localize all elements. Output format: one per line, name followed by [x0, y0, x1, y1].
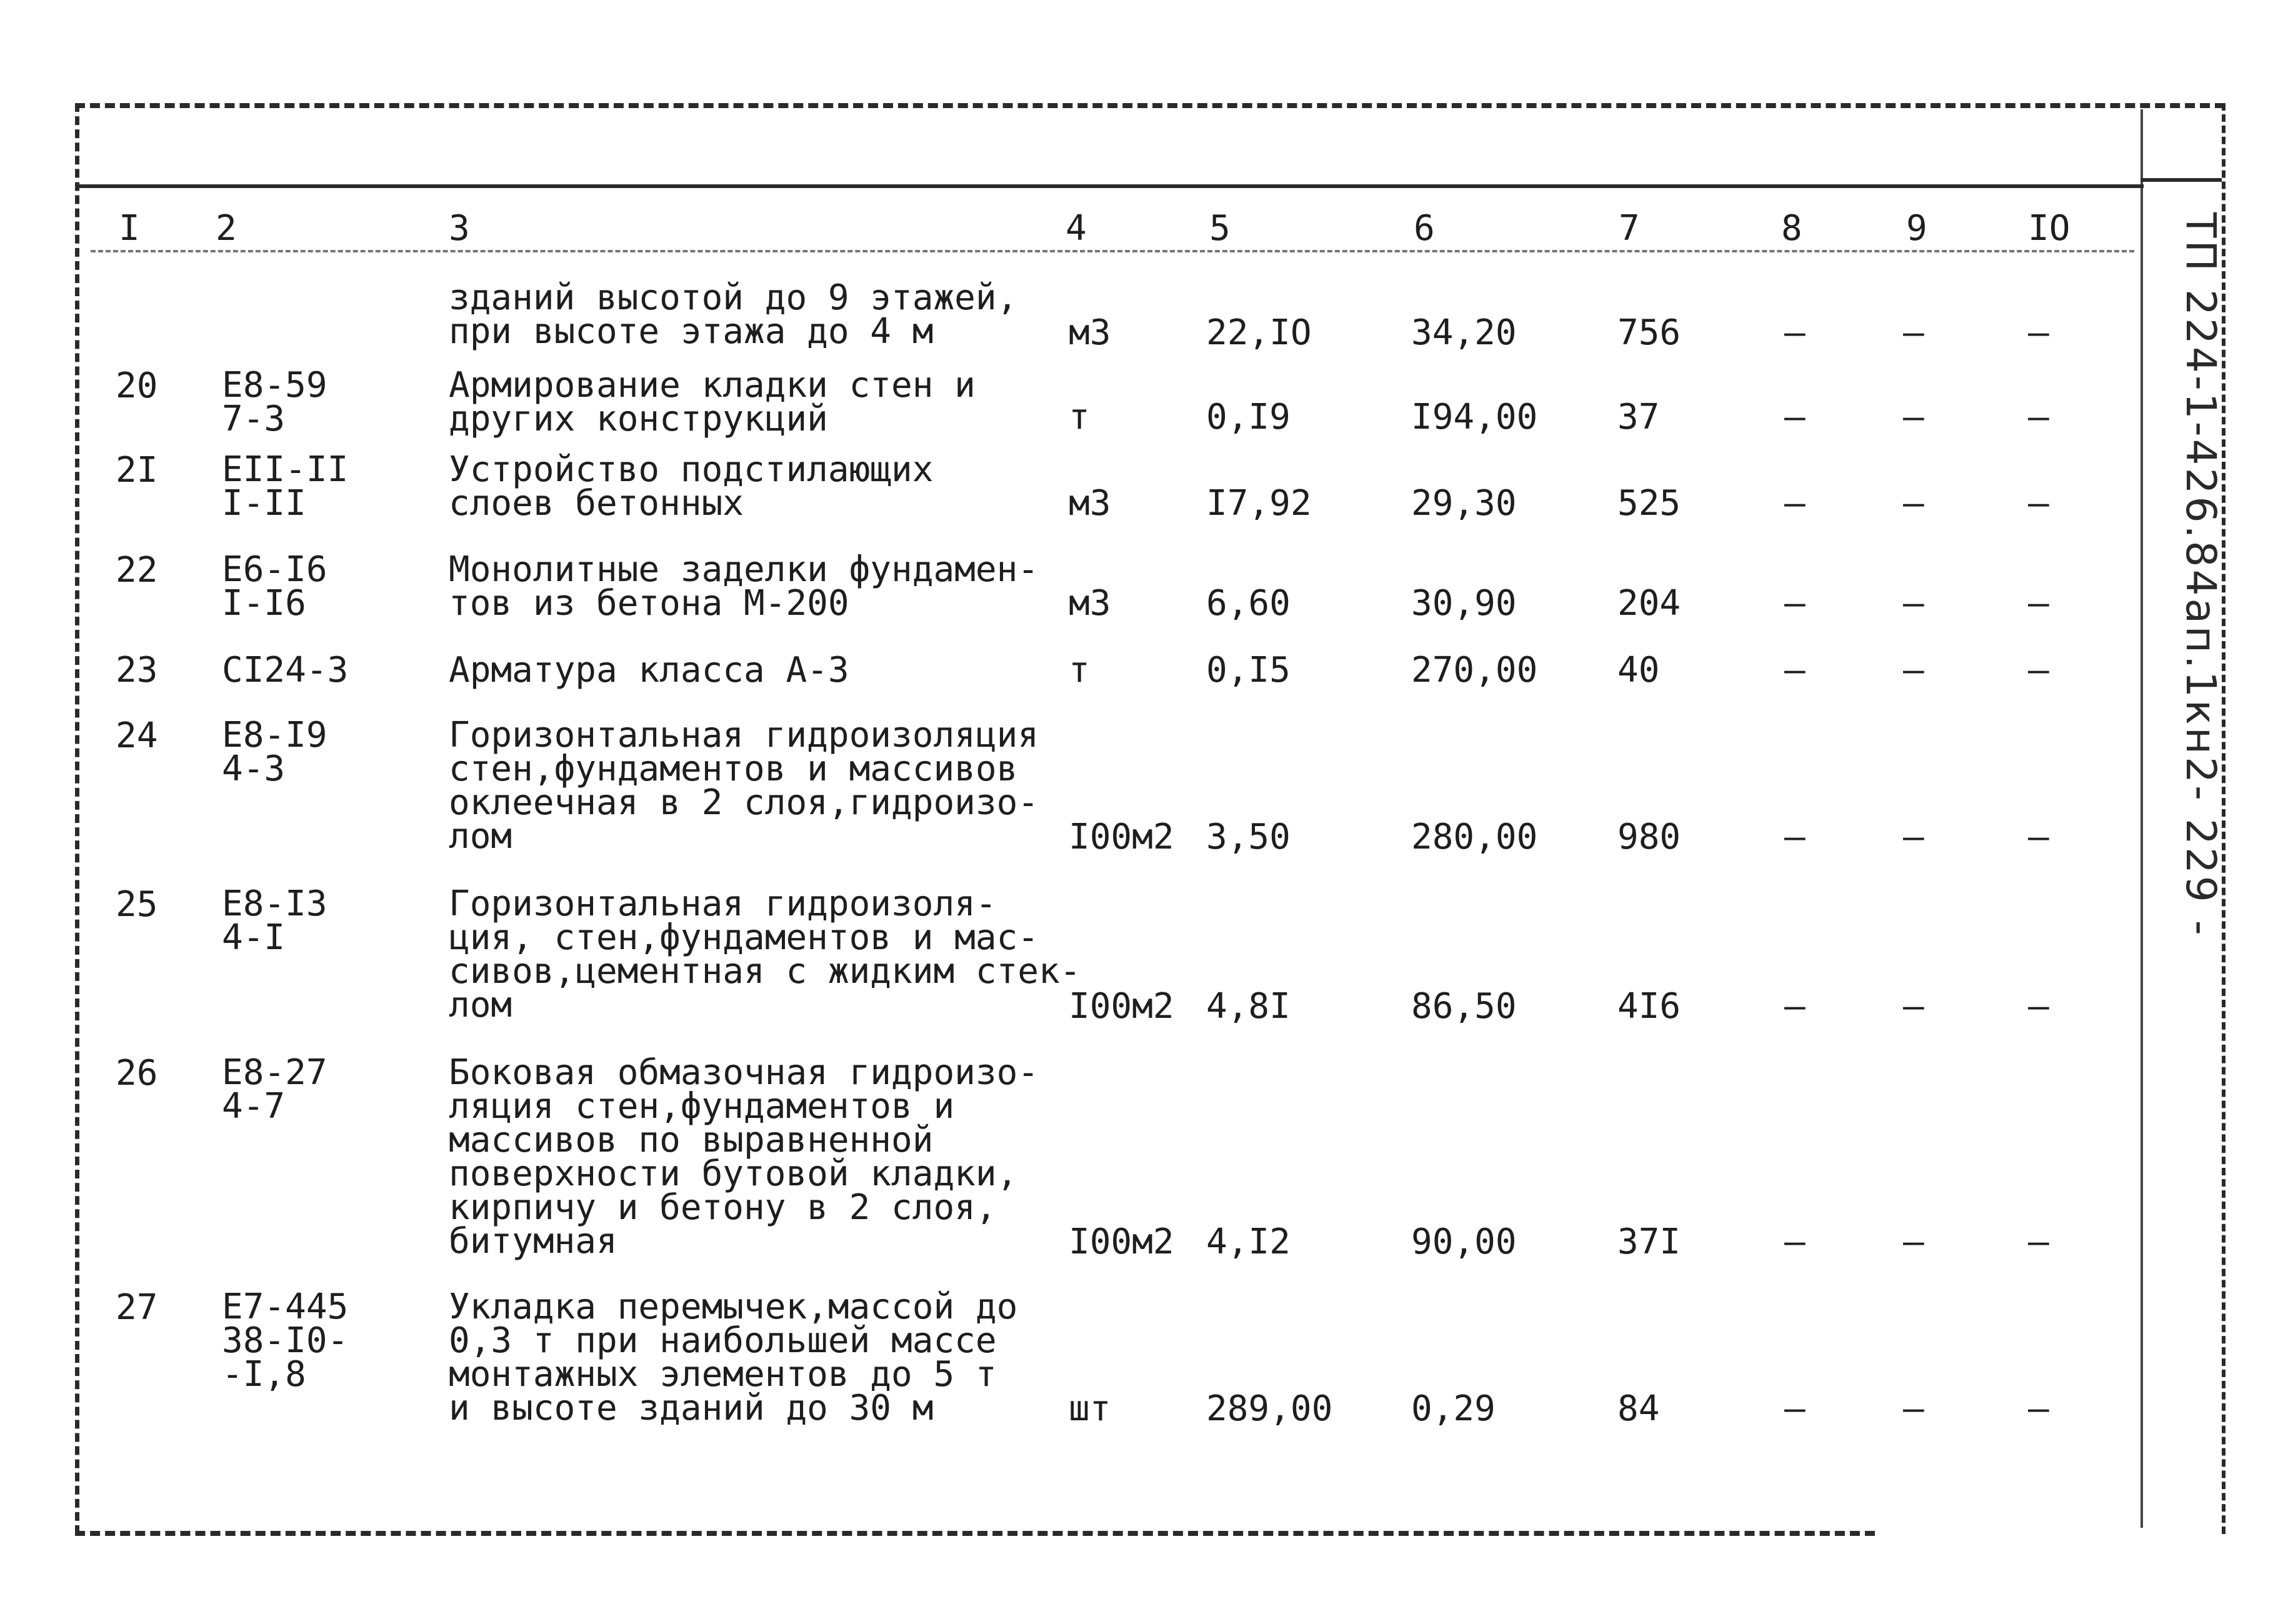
column-10-value: –: [2028, 483, 2049, 524]
work-description: Устройство подстилающих слоев бетонных: [449, 449, 934, 524]
title-strip-line: [75, 184, 2144, 188]
quantity: 22,IO: [1206, 312, 1312, 353]
total-cost: 84: [1617, 1388, 1660, 1429]
unit-price: 0,29: [1411, 1388, 1496, 1429]
row-number: 24: [116, 715, 158, 756]
column-10-value: –: [2028, 1388, 2049, 1429]
column-8-value: –: [1784, 312, 1806, 353]
column-10-value: –: [2028, 650, 2049, 690]
column-9-value: –: [1903, 650, 1924, 690]
quantity: I7,92: [1206, 483, 1312, 524]
quantity: 0,I9: [1206, 397, 1291, 437]
stamp-cell-line: [2141, 178, 2222, 182]
column-8-value: –: [1784, 1388, 1806, 1429]
column-8-value: –: [1784, 583, 1806, 624]
rate-code: ЕII-II I-II: [222, 449, 349, 524]
stamp-column-border: [2141, 109, 2143, 1528]
rate-code: Е8-27 4-7: [222, 1052, 327, 1127]
work-description: Горизонтальная гидроизоля- ция, стен,фундаментов и мас- сивов,цементная с жидким стек- лом: [449, 884, 1081, 1025]
column-9-value: –: [1903, 397, 1924, 437]
total-cost: 4I6: [1617, 986, 1681, 1027]
total-cost: 37: [1617, 397, 1660, 437]
total-cost: 204: [1617, 583, 1681, 624]
rate-code: Е6-I6 I-I6: [222, 549, 327, 624]
unit: т: [1069, 397, 1090, 437]
column-9-value: –: [1903, 583, 1924, 624]
quantity: 0,I5: [1206, 650, 1291, 690]
column-header-7: 7: [1619, 208, 1640, 249]
frame-top-border: [75, 103, 2225, 108]
document-code: ТП 224-1-426.84ап.1кн2- 229 -: [2177, 212, 2225, 938]
row-number: 23: [116, 650, 158, 690]
unit: шт: [1069, 1388, 1111, 1429]
rate-code: Е7-445 38-I0- -I,8: [222, 1287, 349, 1395]
total-cost: 980: [1617, 817, 1681, 857]
row-number: 20: [116, 366, 158, 406]
row-number: 26: [116, 1053, 158, 1093]
column-header-3: 3: [449, 208, 470, 249]
column-8-value: –: [1784, 397, 1806, 437]
unit-price: 90,00: [1411, 1222, 1517, 1262]
total-cost: 37I: [1617, 1222, 1681, 1262]
quantity: 4,8I: [1206, 986, 1291, 1027]
column-8-value: –: [1784, 483, 1806, 524]
column-10-value: –: [2028, 397, 2049, 437]
unit-price: I94,00: [1411, 397, 1538, 437]
quantity: 4,I2: [1206, 1222, 1291, 1262]
unit-price: 280,00: [1411, 817, 1538, 857]
work-description: Арматура класса А-3: [449, 650, 849, 690]
work-description: Армирование кладки стен и других конструкций: [449, 365, 976, 439]
frame-bottom-border: [75, 1531, 1875, 1536]
column-header-1: I: [119, 208, 140, 249]
column-header-5: 5: [1209, 208, 1231, 249]
unit: м3: [1069, 312, 1111, 353]
unit-price: 29,30: [1411, 483, 1517, 524]
column-header-8: 8: [1781, 208, 1802, 249]
work-description: Укладка перемычек,массой до 0,3 т при наибольшей массе монтажных элементов до 5 т и высоте зданий до 30 м: [449, 1287, 1018, 1428]
work-description: Монолитные заделки фундамен- тов из бетона М-200: [449, 549, 1039, 624]
work-description: зданий высотой до 9 этажей, при высоте этажа до 4 м: [449, 277, 1018, 352]
row-number: 22: [116, 550, 158, 590]
quantity: 289,00: [1206, 1388, 1333, 1429]
unit: I00м2: [1069, 817, 1174, 857]
column-9-value: –: [1903, 1388, 1924, 1429]
total-cost: 756: [1617, 312, 1681, 353]
rate-code: СI24-3: [222, 650, 349, 690]
column-8-value: –: [1784, 650, 1806, 690]
column-9-value: –: [1903, 986, 1924, 1027]
column-header-4: 4: [1066, 208, 1087, 249]
column-header-10: IO: [2028, 208, 2071, 249]
column-8-value: –: [1784, 817, 1806, 857]
column-header-9: 9: [1906, 208, 1927, 249]
unit: I00м2: [1069, 1222, 1174, 1262]
unit-price: 86,50: [1411, 986, 1517, 1027]
column-9-value: –: [1903, 312, 1924, 353]
column-10-value: –: [2028, 817, 2049, 857]
rate-code: Е8-59 7-3: [222, 365, 327, 439]
unit: м3: [1069, 583, 1111, 624]
total-cost: 40: [1617, 650, 1660, 690]
rate-code: Е8-I3 4-I: [222, 884, 327, 958]
column-10-value: –: [2028, 583, 2049, 624]
column-header-2: 2: [216, 208, 237, 249]
row-number: 25: [116, 884, 158, 925]
work-description: Горизонтальная гидроизоляция стен,фундаментов и массивов оклеечная в 2 слоя,гидроизо- лом: [449, 715, 1039, 857]
unit: I00м2: [1069, 986, 1174, 1027]
row-number: 27: [116, 1287, 158, 1328]
column-8-value: –: [1784, 1222, 1806, 1262]
quantity: 3,50: [1206, 817, 1291, 857]
unit: т: [1069, 650, 1090, 690]
unit-price: 30,90: [1411, 583, 1517, 624]
header-separator: [91, 250, 2134, 252]
unit-price: 34,20: [1411, 312, 1517, 353]
column-8-value: –: [1784, 986, 1806, 1027]
column-10-value: –: [2028, 1222, 2049, 1262]
quantity: 6,60: [1206, 583, 1291, 624]
column-9-value: –: [1903, 817, 1924, 857]
column-header-6: 6: [1414, 208, 1435, 249]
unit: м3: [1069, 483, 1111, 524]
rate-code: Е8-I9 4-3: [222, 715, 327, 789]
column-9-value: –: [1903, 483, 1924, 524]
total-cost: 525: [1617, 483, 1681, 524]
column-10-value: –: [2028, 986, 2049, 1027]
column-10-value: –: [2028, 312, 2049, 353]
frame-left-border: [75, 103, 79, 1534]
unit-price: 270,00: [1411, 650, 1538, 690]
work-description: Боковая обмазочная гидроизо- ляция стен,фундаментов и массивов по выравненной поверхности бутовой кладки, кирпичу и бетону в 2 слоя, битумная: [449, 1052, 1039, 1262]
column-9-value: –: [1903, 1222, 1924, 1262]
row-number: 2I: [116, 450, 158, 491]
